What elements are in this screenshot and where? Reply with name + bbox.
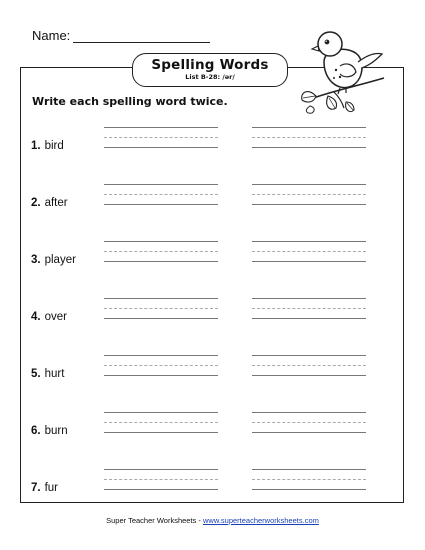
write-line-1[interactable]	[104, 184, 218, 208]
write-line-1[interactable]	[104, 127, 218, 151]
handwriting-guide-line	[104, 489, 218, 490]
write-line-2[interactable]	[252, 469, 366, 493]
word-label	[31, 425, 68, 437]
word-text: burn	[44, 425, 68, 437]
word-number: 7.	[31, 482, 41, 494]
word-text: fur	[44, 482, 59, 494]
word-text: hurt	[44, 368, 65, 380]
handwriting-guide-line	[252, 318, 366, 319]
footer	[0, 516, 425, 525]
handwriting-guide-line	[104, 298, 218, 299]
handwriting-guide-line	[104, 137, 218, 138]
handwriting-guide-line	[252, 375, 366, 376]
word-row	[0, 412, 425, 436]
handwriting-guide-line	[104, 479, 218, 480]
handwriting-guide-line	[252, 137, 366, 138]
word-label	[31, 254, 76, 266]
handwriting-guide-line	[104, 204, 218, 205]
word-row	[0, 298, 425, 322]
word-text: bird	[44, 140, 64, 152]
handwriting-guide-line	[252, 432, 366, 433]
handwriting-guide-line	[104, 432, 218, 433]
write-line-1[interactable]	[104, 355, 218, 379]
handwriting-guide-line	[104, 308, 218, 309]
handwriting-guide-line	[104, 184, 218, 185]
handwriting-guide-line	[252, 127, 366, 128]
write-line-1[interactable]	[104, 241, 218, 265]
handwriting-guide-line	[104, 318, 218, 319]
word-text: over	[44, 311, 67, 323]
write-line-1[interactable]	[104, 412, 218, 436]
word-text: player	[44, 254, 76, 266]
handwriting-guide-line	[104, 365, 218, 366]
write-line-2[interactable]	[252, 184, 366, 208]
handwriting-guide-line	[252, 412, 366, 413]
handwriting-guide-line	[252, 308, 366, 309]
page-title: Spelling Words	[151, 57, 269, 73]
word-number: 3.	[31, 254, 41, 266]
word-text: after	[44, 197, 68, 209]
handwriting-guide-line	[252, 251, 366, 252]
handwriting-guide-line	[252, 355, 366, 356]
word-number: 2.	[31, 197, 41, 209]
word-row	[0, 241, 425, 265]
handwriting-guide-line	[104, 375, 218, 376]
handwriting-guide-line	[252, 489, 366, 490]
write-line-2[interactable]	[252, 298, 366, 322]
handwriting-guide-line	[104, 127, 218, 128]
handwriting-guide-line	[104, 261, 218, 262]
footer-link[interactable]: www.superteacherworksheets.com	[202, 516, 319, 525]
word-label	[31, 368, 64, 380]
handwriting-guide-line	[104, 469, 218, 470]
handwriting-guide-line	[252, 479, 366, 480]
handwriting-guide-line	[252, 365, 366, 366]
instruction-text: Write each spelling word twice.	[32, 95, 228, 108]
write-line-1[interactable]	[104, 298, 218, 322]
handwriting-guide-line	[252, 261, 366, 262]
handwriting-guide-line	[104, 355, 218, 356]
handwriting-guide-line	[104, 251, 218, 252]
word-number: 5.	[31, 368, 41, 380]
word-number: 4.	[31, 311, 41, 323]
write-line-2[interactable]	[252, 355, 366, 379]
name-label: Name:	[32, 28, 71, 43]
word-label	[31, 197, 68, 209]
word-number: 1.	[31, 140, 41, 152]
handwriting-guide-line	[252, 184, 366, 185]
word-row	[0, 355, 425, 379]
handwriting-guide-line	[104, 194, 218, 195]
handwriting-guide-line	[252, 469, 366, 470]
write-line-2[interactable]	[252, 412, 366, 436]
word-number: 6.	[31, 425, 41, 437]
handwriting-guide-line	[252, 194, 366, 195]
handwriting-guide-line	[104, 147, 218, 148]
write-line-2[interactable]	[252, 127, 366, 151]
list-subtitle: List B-28: /ər/	[185, 73, 235, 81]
word-label	[31, 140, 64, 152]
word-row	[0, 469, 425, 493]
write-line-1[interactable]	[104, 469, 218, 493]
handwriting-guide-line	[104, 422, 218, 423]
word-row	[0, 127, 425, 151]
write-line-2[interactable]	[252, 241, 366, 265]
word-label	[31, 311, 67, 323]
handwriting-guide-line	[252, 204, 366, 205]
word-row	[0, 184, 425, 208]
word-label	[31, 482, 58, 494]
handwriting-guide-line	[104, 241, 218, 242]
handwriting-guide-line	[252, 298, 366, 299]
footer-brand: Super Teacher Worksheets -	[106, 516, 203, 525]
handwriting-guide-line	[252, 422, 366, 423]
handwriting-guide-line	[252, 241, 366, 242]
handwriting-guide-line	[252, 147, 366, 148]
handwriting-guide-line	[104, 412, 218, 413]
